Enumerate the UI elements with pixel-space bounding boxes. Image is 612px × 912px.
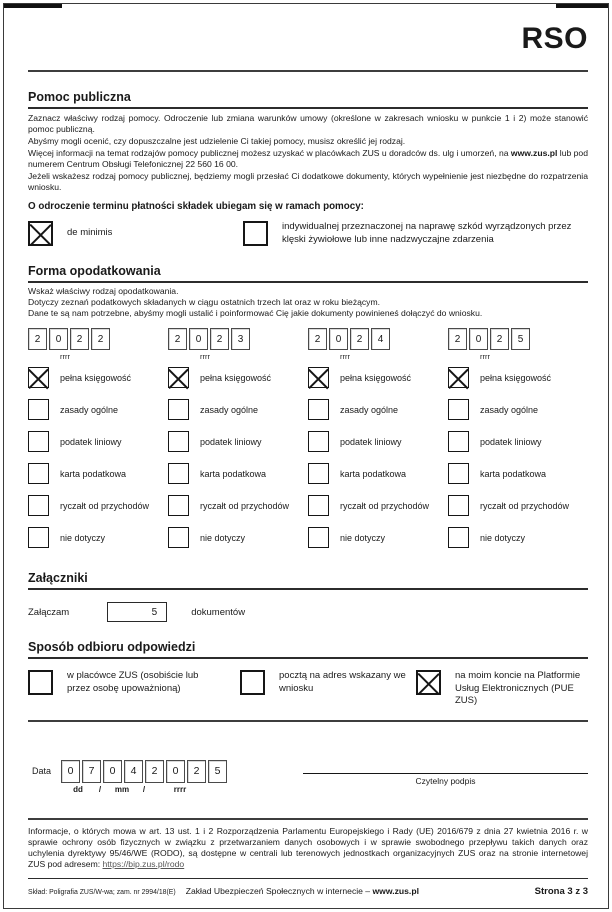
tax-option-checkbox[interactable]	[168, 431, 189, 452]
checkbox-poczta[interactable]	[240, 670, 265, 695]
tax-option	[168, 458, 308, 489]
date-format-hint: dd / mm / rrrr	[73, 784, 187, 794]
date-digit-cell[interactable]: 2	[187, 760, 206, 783]
tax-option	[168, 490, 308, 521]
tax-column-2025	[448, 328, 588, 553]
tax-option-checkbox[interactable]	[168, 399, 189, 420]
checkbox-label: w placówce ZUS (osobiście lub przez osobę upoważnioną)	[67, 670, 199, 694]
footer-rule	[28, 878, 588, 879]
tax-option-checkbox[interactable]	[28, 527, 49, 548]
date-label: Data	[32, 765, 52, 776]
year-format-hint: rrrr	[200, 352, 210, 361]
footer-row	[28, 886, 588, 897]
corner-mark-top-left	[4, 4, 62, 8]
tax-option-checkbox[interactable]	[308, 527, 329, 548]
tax-option	[28, 490, 168, 521]
signature-label: Czytelny podpis	[415, 775, 476, 786]
tax-option-checkbox[interactable]	[308, 495, 329, 516]
attachments-suffix-label: dokumentów	[191, 606, 246, 618]
year-digit-cell[interactable]: 3	[231, 328, 250, 350]
year-digit-cell[interactable]: 0	[49, 328, 68, 350]
tax-option-checkbox[interactable]	[448, 431, 469, 452]
year-digit-cell[interactable]: 2	[70, 328, 89, 350]
footer-divider	[28, 818, 588, 820]
year-digit-cell[interactable]: 2	[308, 328, 327, 350]
tax-option	[448, 458, 588, 489]
tax-option-checkbox[interactable]	[448, 527, 469, 548]
tax-option-label: ryczałt od przychodów	[340, 500, 430, 511]
tax-option-label: nie dotyczy	[200, 532, 246, 543]
checkbox-label: pocztą na adres wskazany we wniosku	[279, 670, 406, 694]
date-input	[61, 760, 227, 794]
tax-years-grid	[28, 328, 588, 553]
tax-option-checkbox[interactable]	[168, 367, 189, 388]
tax-option-label: zasady ogólne	[480, 404, 539, 415]
intro-paragraph: Więcej informacji na temat rodzajów pomocy publicznej możesz uzyskać w placówkach ZUS u doradców ds. ulg i umorzeń, na www.zus.pl lub pod numerem Centrum Obsługi Telefonicznej 22 560 16 00.	[28, 148, 588, 169]
tax-option	[308, 426, 448, 457]
tax-option-checkbox[interactable]	[448, 367, 469, 388]
section-title-forma-opodatkowania: Forma opodatkowania	[28, 264, 588, 283]
year-digit-cell[interactable]: 2	[490, 328, 509, 350]
tax-option-label: pełna księgowość	[60, 372, 132, 383]
tax-option-checkbox[interactable]	[308, 399, 329, 420]
tax-option-checkbox[interactable]	[28, 463, 49, 484]
zus-url-text: www.zus.pl	[510, 148, 558, 158]
pomoc-options-row	[28, 221, 588, 246]
tax-option-label: zasady ogólne	[340, 404, 399, 415]
form-code: RSO	[521, 22, 588, 55]
date-cells	[61, 760, 227, 783]
tax-option	[448, 522, 588, 553]
section-title-pomoc-publiczna: Pomoc publiczna	[28, 90, 588, 109]
tax-option-checkbox[interactable]	[168, 495, 189, 516]
tax-option	[448, 426, 588, 457]
rodo-notice: Informacje, o których mowa w art. 13 ust. 1 i 2 Rozporządzenia Parlamentu Europejskiego i Rady (UE) 2016/679 z dnia 27 kwietnia 2016 r. w sprawie ochrony osób fizycznych w związku z przetwarzaniem danych osobowych i w sprawie swobodnego przepływu takich danych oraz uchylenia dyrektywy 95/46/WE (RODO), są dostępne w centrali lub terenowych jednostkach organizacyjnych ZUS oraz na stronie internetowej ZUS pod adresem: https://bip.zus.pl/rodo	[28, 825, 588, 869]
checkbox-placowka-zus[interactable]	[28, 670, 53, 695]
tax-column-2024	[308, 328, 448, 553]
tax-option-checkbox[interactable]	[308, 463, 329, 484]
tax-option-checkbox[interactable]	[28, 367, 49, 388]
year-digit-cell[interactable]: 2	[448, 328, 467, 350]
section-title-zalaczniki: Załączniki	[28, 571, 588, 590]
year-digit-cell[interactable]: 2	[210, 328, 229, 350]
tax-option	[168, 522, 308, 553]
option-placowka-zus	[28, 670, 240, 695]
tax-column-2023	[168, 328, 308, 553]
tax-option-label: podatek liniowy	[340, 436, 402, 447]
desc-line: Wskaż właściwy rodzaj opodatkowania.	[28, 286, 179, 296]
rodo-link[interactable]: https://bip.zus.pl/rodo	[102, 858, 185, 869]
tax-option-checkbox[interactable]	[308, 431, 329, 452]
date-digit-cell[interactable]: 0	[61, 760, 80, 783]
checkbox-de-minimis[interactable]	[28, 221, 53, 246]
option-pue-zus	[416, 670, 588, 708]
year-digit-cell[interactable]: 2	[350, 328, 369, 350]
pomoc-intro	[28, 113, 588, 193]
tax-option	[168, 394, 308, 425]
tax-option	[168, 362, 308, 393]
year-input	[308, 328, 448, 350]
option-pomoc-indywidualna	[243, 221, 588, 246]
delivery-options-row	[28, 670, 588, 708]
option-de-minimis	[28, 221, 243, 246]
tax-option	[28, 362, 168, 393]
intro-paragraph: Zaznacz właściwy rodzaj pomocy. Odroczenie lub zmiana warunków umowy (określone w zakresach wniosku w punkcie 1 i 2) może stanowić pomoc publiczną.	[28, 113, 588, 134]
option-poczta	[240, 670, 416, 695]
tax-option-label: karta podatkowa	[480, 468, 547, 479]
tax-option	[448, 362, 588, 393]
tax-option	[28, 522, 168, 553]
tax-option	[308, 362, 448, 393]
tax-option	[308, 394, 448, 425]
tax-option-label: pełna księgowość	[480, 372, 552, 383]
tax-option-checkbox[interactable]	[168, 463, 189, 484]
date-digit-cell[interactable]: 7	[82, 760, 101, 783]
signature-line[interactable]	[303, 773, 588, 774]
year-digit-cell[interactable]: 2	[91, 328, 110, 350]
year-input	[448, 328, 588, 350]
signature-block	[303, 773, 588, 786]
checkbox-pue-zus[interactable]	[416, 670, 441, 695]
checkbox-pomoc-indywidualna[interactable]	[243, 221, 268, 246]
attachments-prefix-label: Załączam	[28, 606, 70, 618]
tax-option-label: ryczałt od przychodów	[480, 500, 570, 511]
tax-option-label: nie dotyczy	[60, 532, 106, 543]
tax-option-checkbox[interactable]	[448, 495, 469, 516]
tax-option-checkbox[interactable]	[168, 527, 189, 548]
year-input	[28, 328, 168, 350]
zus-internet-label: Zakład Ubezpieczeń Społecznych w internecie – www.zus.pl	[185, 886, 419, 897]
attachments-row	[28, 602, 588, 622]
date-digit-cell[interactable]: 4	[124, 760, 143, 783]
tax-option-label: ryczałt od przychodów	[60, 500, 150, 511]
year-format-hint: rrrr	[340, 352, 350, 361]
tax-option-label: ryczałt od przychodów	[200, 500, 290, 511]
year-digit-cell[interactable]: 0	[189, 328, 208, 350]
forma-description	[28, 286, 588, 319]
tax-option-label: nie dotyczy	[340, 532, 386, 543]
print-info: Skład: Poligrafia ZUS/W-wa; zam. nr 2994/18(E)	[28, 889, 176, 897]
tax-option-label: pełna księgowość	[340, 372, 412, 383]
tax-option-label: pełna księgowość	[200, 372, 272, 383]
tax-option-checkbox[interactable]	[308, 367, 329, 388]
tax-option-label: zasady ogólne	[60, 404, 119, 415]
checkbox-label: na moim koncie na Platformie Usług Elektronicznych (PUE ZUS)	[455, 670, 581, 706]
year-digit-cell[interactable]: 5	[511, 328, 530, 350]
year-digit-cell[interactable]: 4	[371, 328, 390, 350]
date-digit-cell[interactable]: 2	[145, 760, 164, 783]
tax-option-checkbox[interactable]	[28, 495, 49, 516]
checkbox-label: indywidualnej przeznaczonej na naprawę szkód wyrządzonych przez klęski żywiołowe lub inne nadzwyczajne zdarzenia	[282, 221, 572, 245]
tax-option-label: zasady ogólne	[200, 404, 259, 415]
desc-line: Dane te są nam potrzebne, abyśmy mogli ustalić i poinformować Cię jakie dokumenty powinieneś dołączyć do wniosku.	[28, 308, 483, 318]
page-number: Strona 3 z 3	[534, 886, 588, 898]
pomoc-subheading: O odroczenie terminu płatności składek ubiegam się w ramach pomocy:	[28, 201, 364, 212]
tax-option	[28, 394, 168, 425]
attachment-count-input[interactable]: 5	[107, 602, 167, 622]
year-format-hint: rrrr	[60, 352, 70, 361]
tax-option-checkbox[interactable]	[448, 463, 469, 484]
desc-line: Dotyczy zeznań podatkowych składanych w ciągu ostatnich trzech lat oraz w roku bieżącym.	[28, 297, 381, 307]
tax-option	[308, 522, 448, 553]
tax-option-checkbox[interactable]	[28, 399, 49, 420]
year-digit-cell[interactable]: 2	[168, 328, 187, 350]
year-digit-cell[interactable]: 0	[469, 328, 488, 350]
year-digit-cell[interactable]: 2	[28, 328, 47, 350]
corner-mark-top-right	[556, 4, 608, 8]
tax-option	[308, 490, 448, 521]
tax-option-label: podatek liniowy	[60, 436, 122, 447]
date-digit-cell[interactable]: 0	[166, 760, 185, 783]
intro-paragraph: Abyśmy mogli ocenić, czy dopuszczalne jest udzielenie Ci takiej pomocy, musisz określić jej rodzaj.	[28, 136, 406, 146]
checkbox-label: de minimis	[67, 227, 113, 238]
tax-option	[28, 458, 168, 489]
year-digit-cell[interactable]: 0	[329, 328, 348, 350]
tax-option	[448, 394, 588, 425]
tax-option-label: nie dotyczy	[480, 532, 526, 543]
date-digit-cell[interactable]: 5	[208, 760, 227, 783]
tax-option-label: podatek liniowy	[480, 436, 542, 447]
tax-option-label: karta podatkowa	[60, 468, 127, 479]
form-page	[3, 3, 609, 909]
tax-option-checkbox[interactable]	[448, 399, 469, 420]
section-divider	[28, 720, 588, 722]
year-input	[168, 328, 308, 350]
date-digit-cell[interactable]: 0	[103, 760, 122, 783]
tax-column-2022	[28, 328, 168, 553]
tax-option	[28, 426, 168, 457]
tax-option-checkbox[interactable]	[28, 431, 49, 452]
zus-url-text: www.zus.pl	[372, 886, 419, 897]
header-divider	[28, 70, 588, 72]
date-signature-row	[28, 760, 588, 794]
tax-option-label: podatek liniowy	[200, 436, 262, 447]
tax-option	[168, 426, 308, 457]
tax-option	[308, 458, 448, 489]
tax-option-label: karta podatkowa	[200, 468, 267, 479]
intro-paragraph: Jeżeli wskażesz rodzaj pomocy publicznej, będziemy mogli przesłać Ci dodatkowe dokumenty, których wypełnienie jest niezbędne do rozpatrzenia wniosku.	[28, 171, 588, 192]
tax-option-label: karta podatkowa	[340, 468, 407, 479]
section-title-sposob-odbioru: Sposób odbioru odpowiedzi	[28, 640, 588, 659]
year-format-hint: rrrr	[480, 352, 490, 361]
tax-option	[448, 490, 588, 521]
